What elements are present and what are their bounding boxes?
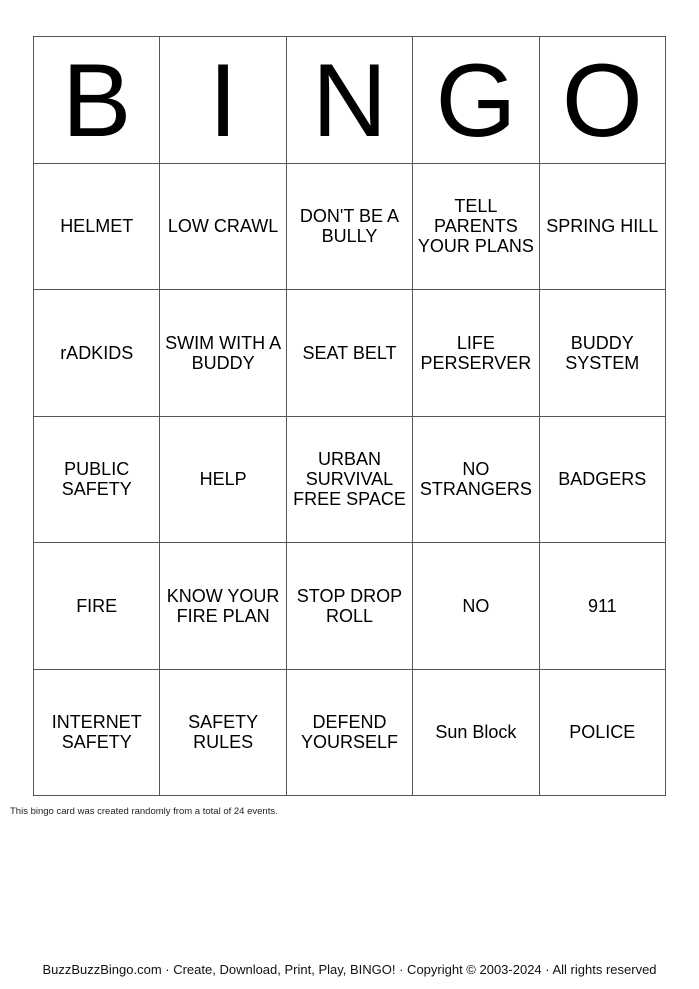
bingo-cell: DON'T BE A BULLY	[287, 164, 413, 291]
bingo-cell: SEAT BELT	[287, 290, 413, 417]
header-letter-n: N	[287, 37, 413, 164]
generation-note: This bingo card was created randomly from a total of 24 events.	[10, 806, 278, 817]
bingo-cell: rADKIDS	[34, 290, 160, 417]
bingo-cell: NO STRANGERS	[413, 417, 539, 544]
bingo-card	[33, 36, 666, 796]
bingo-cell: SAFETY RULES	[160, 670, 286, 797]
header-letter-i: I	[160, 37, 286, 164]
bingo-cell: NO	[413, 543, 539, 670]
bingo-cell: HELP	[160, 417, 286, 544]
bingo-cell: TELL PARENTS YOUR PLANS	[413, 164, 539, 291]
bingo-cell: BADGERS	[540, 417, 666, 544]
bingo-cell: HELMET	[34, 164, 160, 291]
bingo-cell: SPRING HILL	[540, 164, 666, 291]
bingo-cell: STOP DROP ROLL	[287, 543, 413, 670]
header-letter-o: O	[540, 37, 666, 164]
footer-copyright: BuzzBuzzBingo.com · Create, Download, Print, Play, BINGO! · Copyright © 2003-2024 · All rights reserved	[42, 962, 657, 977]
bingo-cell: LIFE PERSERVER	[413, 290, 539, 417]
free-space-cell: URBAN SURVIVAL FREE SPACE	[287, 417, 413, 544]
bingo-cell: FIRE	[34, 543, 160, 670]
bingo-cell: INTERNET SAFETY	[34, 670, 160, 797]
header-letter-b: B	[34, 37, 160, 164]
bingo-cell: BUDDY SYSTEM	[540, 290, 666, 417]
bingo-cell: KNOW YOUR FIRE PLAN	[160, 543, 286, 670]
bingo-cell: 911	[540, 543, 666, 670]
bingo-cell: DEFEND YOURSELF	[287, 670, 413, 797]
bingo-cell: POLICE	[540, 670, 666, 797]
bingo-cell: SWIM WITH A BUDDY	[160, 290, 286, 417]
bingo-cell: PUBLIC SAFETY	[34, 417, 160, 544]
bingo-cell: LOW CRAWL	[160, 164, 286, 291]
bingo-cell: Sun Block	[413, 670, 539, 797]
header-letter-g: G	[413, 37, 539, 164]
